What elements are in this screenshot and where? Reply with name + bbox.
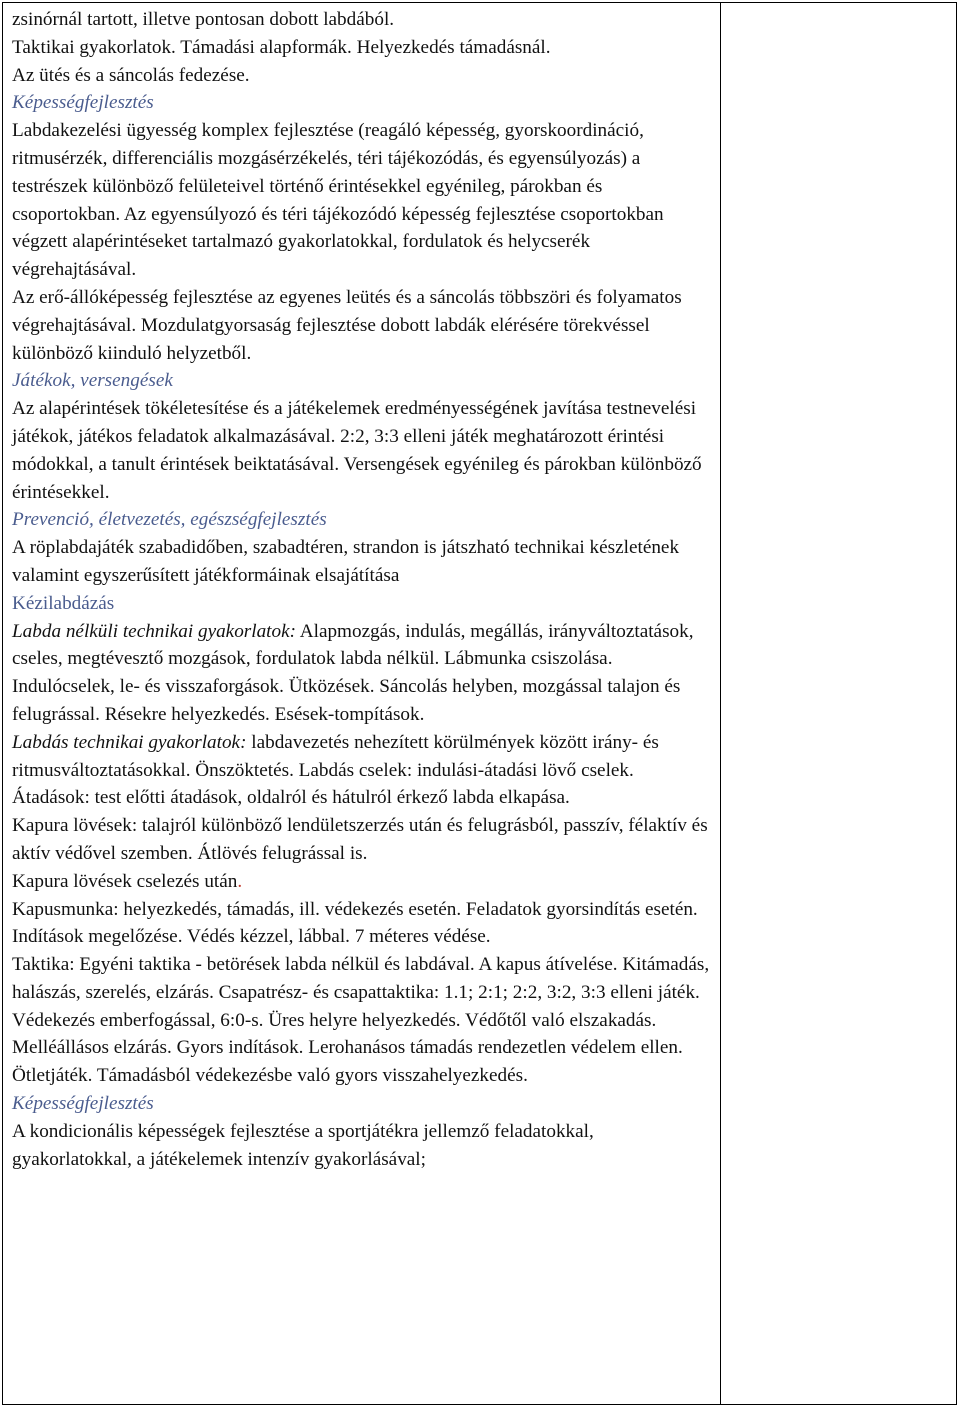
curriculum-table [2, 2, 957, 1405]
paragraph: Kapura lövések: talajról különböző lendületszerzés után és felugrásból, passzív, félaktív és aktív védővel szemben. Átlövés felugrással is. [12, 815, 708, 864]
section-heading: Prevenció, életvezetés, egészségfejlesztés [12, 509, 327, 531]
paragraph-body: labdavezetés nehezített körülmények között irány- és ritmusváltoztatásokkal. Önszöktetés. Labdás cselek: indulási-átadási lövő cselek. Átadások: test előtti átadások, oldalról és hátulról érkező labda elkapása. [12, 731, 659, 809]
section-heading: Képességfejlesztés [12, 1093, 154, 1115]
paragraph-body: Alapmozgás, indulás, megállás, irányváltoztatások, cseles, megtévesztő mozgások, fordulatok labda nélkül. Lábmunka csiszolása. Indulócselek, le- és visszaforgások. Ütközések. Sáncolás helyben, mozgással talajon és felugrással. Résekre helyezkedés. Esések-tompítások. [12, 620, 694, 725]
section-heading: Képességfejlesztés [12, 92, 154, 114]
content-text [12, 6, 714, 1173]
paragraph-body: Kapura lövések cselezés után [12, 870, 238, 892]
content-cell [3, 3, 721, 1404]
paragraph: Az erő-állóképesség fejlesztése az egyenes leütés és a sáncolás többszöri és folyamatos végrehajtásával. Mozdulatgyorsaság fejlesztése dobott labdák elérésére törekvéssel különböző kiinduló helyzetből. [12, 286, 682, 364]
accent-dot: . [237, 870, 243, 892]
paragraph: A röplabdajáték szabadidőben, szabadtéren, strandon is játszható technikai készletének valamint egyszerűsített játékformáinak elsajátítása [12, 537, 680, 586]
paragraph: zsinórnál tartott, illetve pontosan dobott labdából. [12, 9, 395, 30]
paragraph [12, 729, 714, 812]
empty-side-cell [721, 3, 956, 1404]
inline-label: Labda nélküli technikai gyakorlatok: [12, 620, 297, 642]
paragraph: Kapusmunka: helyezkedés, támadás, ill. védekezés esetén. Feladatok gyorsindítás esetén. Indítások megelőzése. Védés kézzel, lábbal. 7 méteres védése. [12, 898, 698, 948]
paragraph: Az alapérintések tökéletesítése és a játékelemek eredményességének javítása testnevelési játékok, játékos feladatok alkalmazásával. 2:2, 3:3 elleni játék meghatározott érintési módokkal, a tanult érintések beiktatásával. Versengések egyénileg és párokban különböző érintésekkel. [12, 398, 702, 503]
section-heading: Játékok, versengések [12, 370, 173, 392]
paragraph: Labdakezelési ügyesség komplex fejlesztése (reagáló képesség, gyorskoordináció, ritmusérzék, differenciális mozgásérzékelés, téri tájékozódás, és egyensúlyozás) a testrészek különböző felületeivel történő érintésekkel egyénileg, párokban és csoportokban. Az egyensúlyozó és téri tájékozódó képesség fejlesztése csoportokban végzett alapérintéseket tartalmazó gyakorlatokkal, fordulatok és helycserék végrehajtásával. [12, 120, 664, 281]
paragraph [12, 868, 714, 896]
paragraph: Az ütés és a sáncolás fedezése. [12, 64, 250, 86]
sport-heading: Kézilabdázás [12, 592, 115, 614]
paragraph: Taktikai gyakorlatok. Támadási alapformák. Helyezkedés támadásnál. [12, 36, 551, 58]
paragraph [12, 618, 714, 729]
paragraph: Taktika: Egyéni taktika - betörések labda nélkül és labdával. A kapus átívelése. Kitámadás, halászás, szerelés, elzárás. Csapatrész- és csapattaktika: 1.1; 2:1; 2:2, 3:2, 3:3 elleni játék. Védekezés emberfogással, 6:0-s. Üres helyre helyezkedés. Védőtől való elszakadás. Melléállásos elzárás. Gyors indítások. Lerohanásos támadás rendezetlen védelem ellen. Ötletjáték. Támadásból védekezésbe való gyors visszahelyezkedés. [12, 954, 710, 1087]
paragraph: A kondicionális képességek fejlesztése a sportjátékra jellemző feladatokkal, gyakorlatokkal, a játékelemek intenzív gyakorlásával; [12, 1120, 594, 1170]
inline-label: Labdás technikai gyakorlatok: [12, 731, 247, 753]
